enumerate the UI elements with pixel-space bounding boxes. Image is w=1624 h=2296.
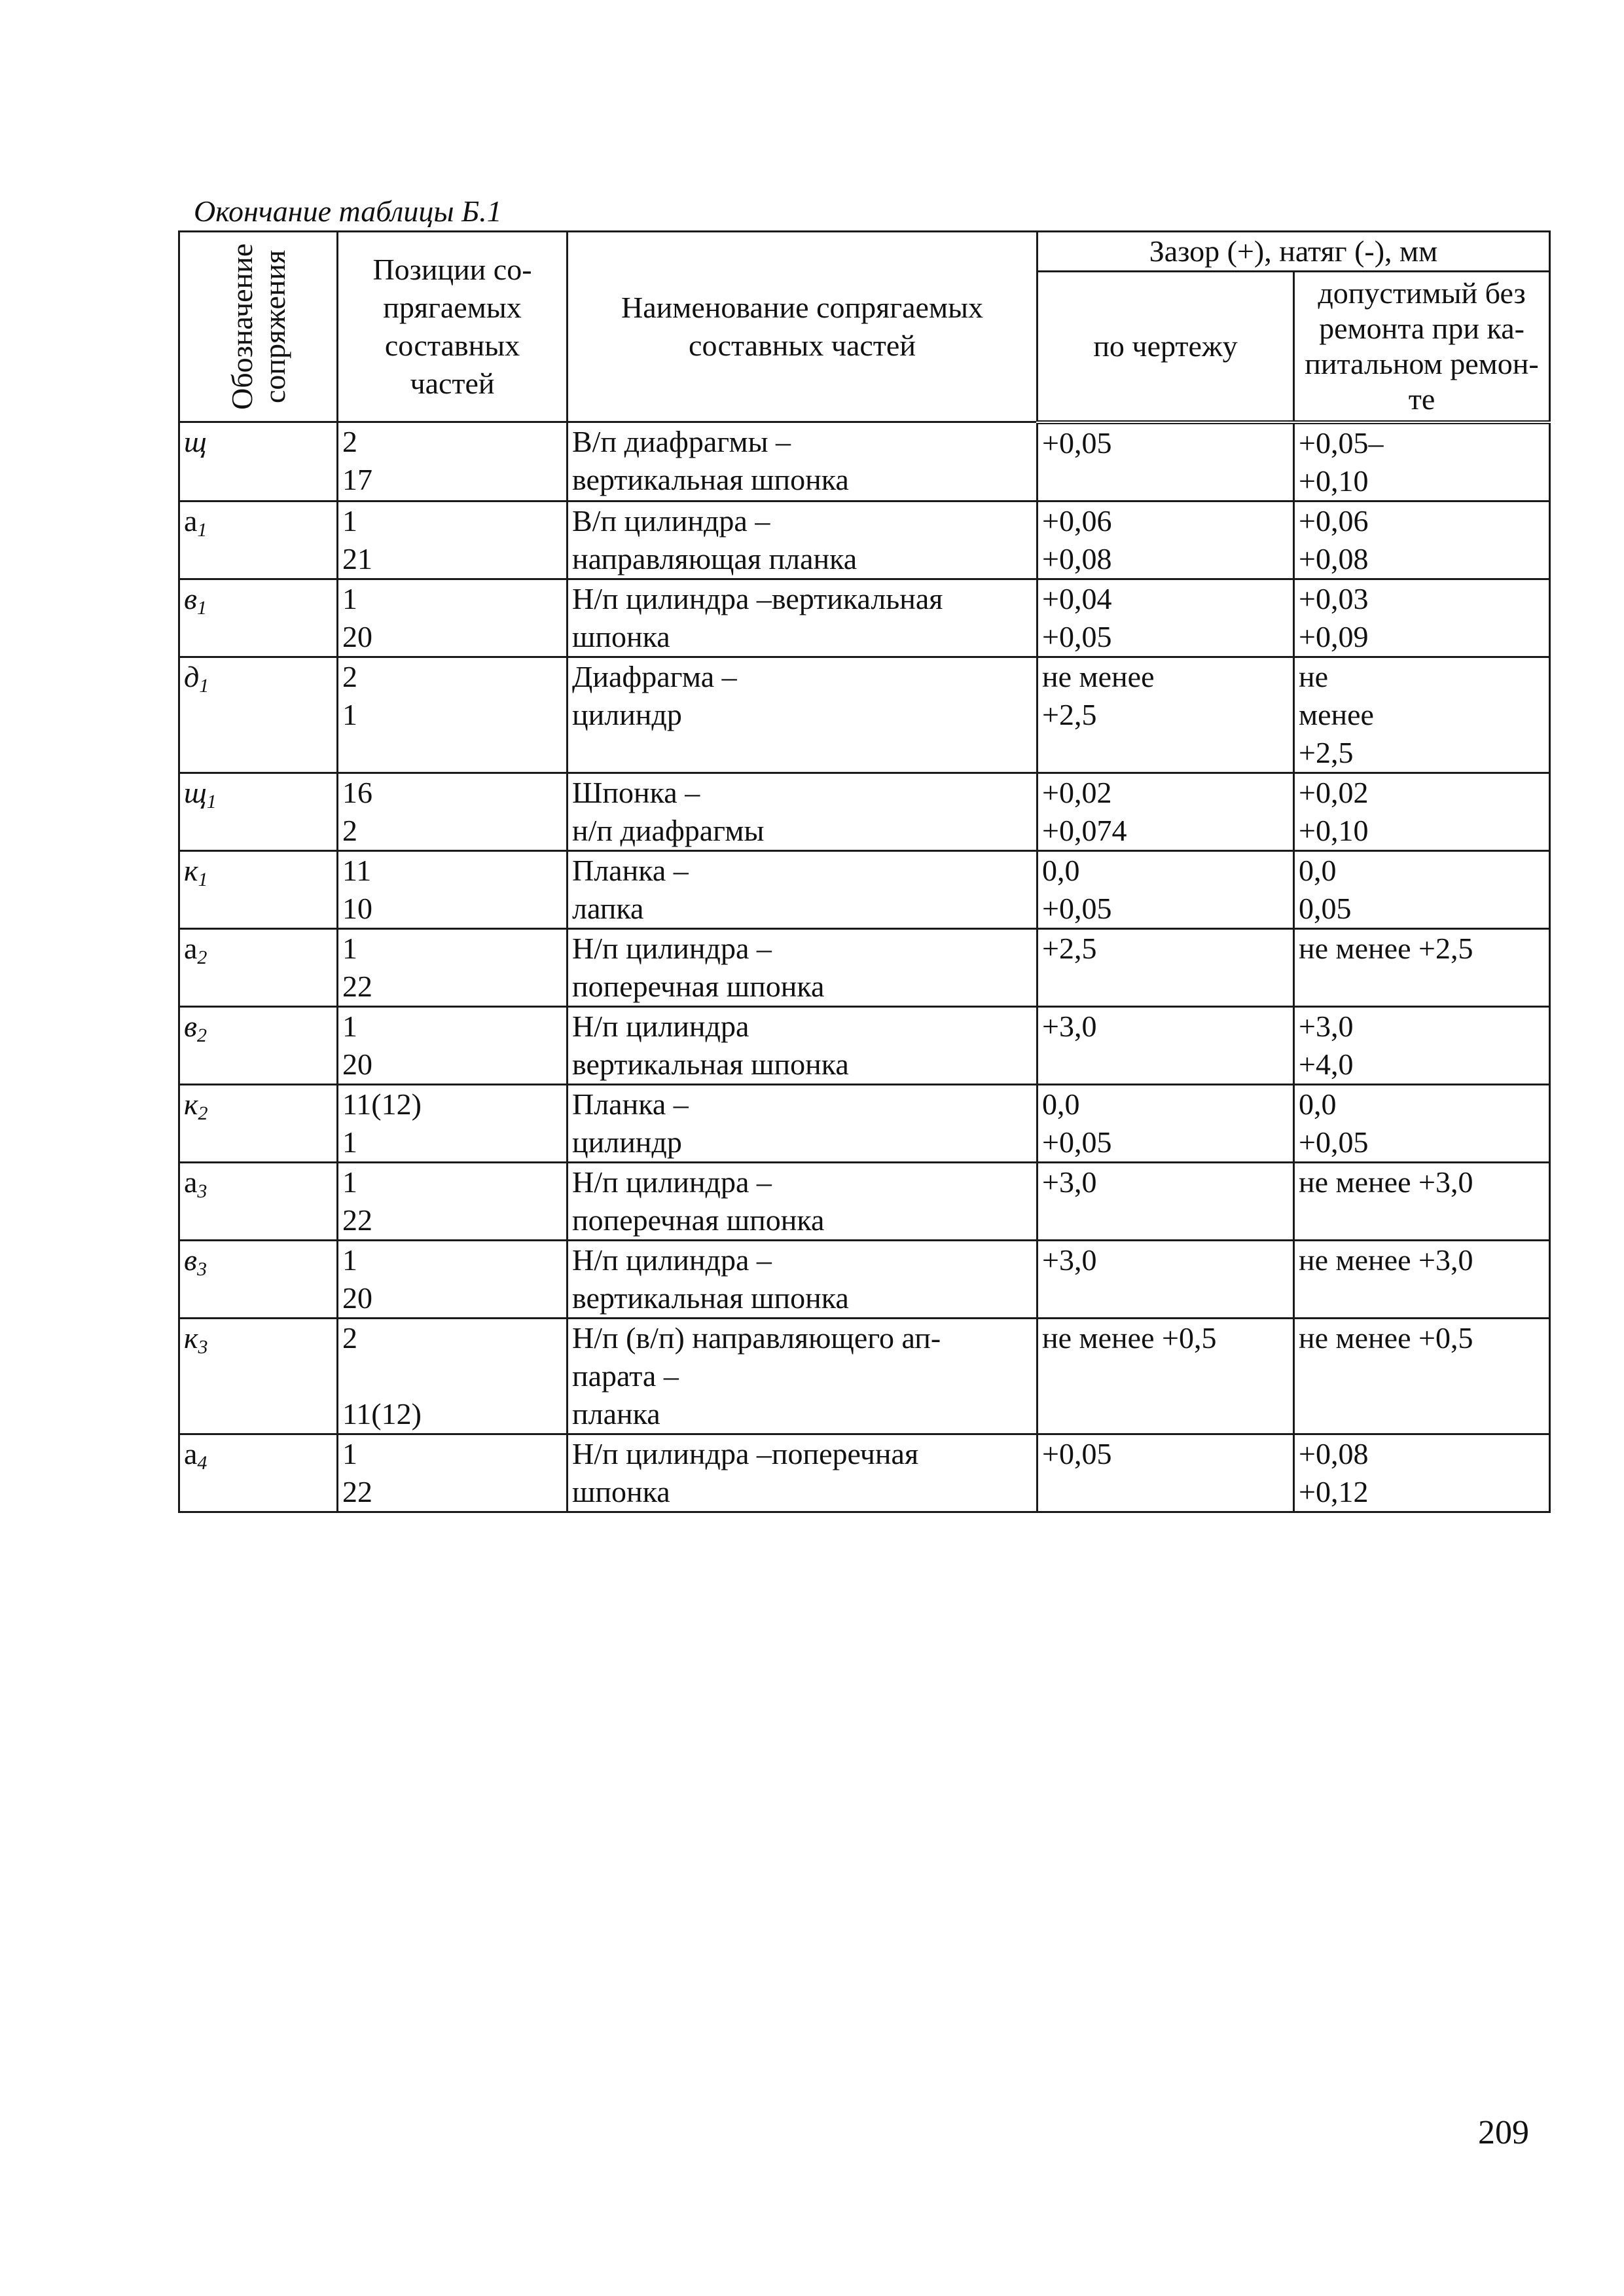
cell-part-names: Н/п цилиндра вертикальная шпонка xyxy=(568,1006,1038,1084)
cell-designation: $в_3$ xyxy=(179,1240,338,1318)
cell-part-names: Н/п цилиндра –поперечная шпонка xyxy=(568,1434,1038,1512)
cell-per-drawing: +0,05 xyxy=(1038,422,1294,501)
page-number: 209 xyxy=(1478,2114,1529,2151)
table-body xyxy=(179,422,1550,1512)
cell-part-names: Н/п цилиндра – поперечная шпонка xyxy=(568,928,1038,1006)
cell-part-names: Планка – лапка xyxy=(568,850,1038,928)
cell-positions: 11 10 xyxy=(338,850,568,928)
cell-allowed: +0,02 +0,10 xyxy=(1294,773,1550,850)
specification-table xyxy=(178,230,1551,1513)
cell-allowed: не менее +3,0 xyxy=(1294,1240,1550,1318)
cell-designation: $щ_1$ xyxy=(179,773,338,850)
cell-per-drawing: +3,0 xyxy=(1038,1006,1294,1084)
cell-per-drawing: 0,0 +0,05 xyxy=(1038,1084,1294,1162)
header-designation: Обозначение сопряжения xyxy=(179,232,338,422)
cell-allowed: 0,0 0,05 xyxy=(1294,850,1550,928)
table-row xyxy=(179,928,1550,1006)
table-row xyxy=(179,1006,1550,1084)
cell-part-names: Планка – цилиндр xyxy=(568,1084,1038,1162)
cell-positions: 1 22 xyxy=(338,1162,568,1240)
table-row xyxy=(179,1240,1550,1318)
cell-allowed: не менее +3,0 xyxy=(1294,1162,1550,1240)
cell-per-drawing: не менее +0,5 xyxy=(1038,1318,1294,1434)
cell-part-names: Шпонка – н/п диафрагмы xyxy=(568,773,1038,850)
cell-designation: $а_4$ xyxy=(179,1434,338,1512)
cell-allowed: не менее +0,5 xyxy=(1294,1318,1550,1434)
cell-per-drawing: +3,0 xyxy=(1038,1240,1294,1318)
cell-allowed: не менее +2,5 xyxy=(1294,657,1550,773)
cell-part-names: В/п цилиндра – направляющая планка xyxy=(568,501,1038,579)
cell-designation: $а_1$ xyxy=(179,501,338,579)
cell-positions: 1 20 xyxy=(338,579,568,657)
cell-designation: $в_1$ xyxy=(179,579,338,657)
table-row xyxy=(179,579,1550,657)
cell-positions: 1 22 xyxy=(338,928,568,1006)
cell-positions: 1 21 xyxy=(338,501,568,579)
cell-per-drawing: +0,04 +0,05 xyxy=(1038,579,1294,657)
table-row xyxy=(179,422,1550,501)
cell-positions: 1 20 xyxy=(338,1006,568,1084)
cell-designation: $к_1$ xyxy=(179,850,338,928)
cell-part-names: Н/п (в/п) направляющего ап- парата – планка xyxy=(568,1318,1038,1434)
cell-per-drawing: +0,02 +0,074 xyxy=(1038,773,1294,850)
cell-part-names: Н/п цилиндра – поперечная шпонка xyxy=(568,1162,1038,1240)
cell-allowed: +0,06 +0,08 xyxy=(1294,501,1550,579)
header-name: Наименование сопрягаемых составных частей xyxy=(568,232,1038,422)
table-row xyxy=(179,773,1550,850)
table-row xyxy=(179,657,1550,773)
cell-part-names: Н/п цилиндра – вертикальная шпонка xyxy=(568,1240,1038,1318)
cell-positions: 2 11(12) xyxy=(338,1318,568,1434)
cell-designation: $а_3$ xyxy=(179,1162,338,1240)
table-row xyxy=(179,1084,1550,1162)
header-gap-group: Зазор (+), натяг (-), мм xyxy=(1038,232,1550,272)
table-row xyxy=(179,1434,1550,1512)
cell-positions: 2 1 xyxy=(338,657,568,773)
cell-designation: $в_2$ xyxy=(179,1006,338,1084)
cell-designation: $к_3$ xyxy=(179,1318,338,1434)
cell-allowed: 0,0 +0,05 xyxy=(1294,1084,1550,1162)
cell-per-drawing: +3,0 xyxy=(1038,1162,1294,1240)
cell-per-drawing: +2,5 xyxy=(1038,928,1294,1006)
cell-designation: $к_2$ xyxy=(179,1084,338,1162)
table-row xyxy=(179,1318,1550,1434)
table-row xyxy=(179,1162,1550,1240)
table-header xyxy=(179,232,1550,422)
cell-positions: 1 22 xyxy=(338,1434,568,1512)
cell-part-names: В/п диафрагмы – вертикальная шпонка xyxy=(568,422,1038,501)
cell-positions: 2 17 xyxy=(338,422,568,501)
header-allowed: допустимый без ремонта при ка-питальном ремон-те xyxy=(1294,272,1550,422)
table-row xyxy=(179,501,1550,579)
table-caption: Окончание таблицы Б.1 xyxy=(194,194,502,228)
cell-allowed: не менее +2,5 xyxy=(1294,928,1550,1006)
cell-per-drawing: не менее +2,5 xyxy=(1038,657,1294,773)
cell-designation: щ xyxy=(179,422,338,501)
cell-positions: 1 20 xyxy=(338,1240,568,1318)
cell-per-drawing: +0,05 xyxy=(1038,1434,1294,1512)
cell-allowed: +0,03 +0,09 xyxy=(1294,579,1550,657)
header-per-drawing: по чертежу xyxy=(1038,272,1294,422)
table-row xyxy=(179,850,1550,928)
cell-positions: 16 2 xyxy=(338,773,568,850)
cell-allowed: +3,0 +4,0 xyxy=(1294,1006,1550,1084)
cell-designation: $д_1$ xyxy=(179,657,338,773)
cell-designation: $а_2$ xyxy=(179,928,338,1006)
cell-allowed: +0,05– +0,10 xyxy=(1294,422,1550,501)
header-positions: Позиции со-прягаемых составных частей xyxy=(338,232,568,422)
cell-part-names: Диафрагма – цилиндр xyxy=(568,657,1038,773)
cell-per-drawing: 0,0 +0,05 xyxy=(1038,850,1294,928)
cell-positions: 11(12) 1 xyxy=(338,1084,568,1162)
cell-per-drawing: +0,06 +0,08 xyxy=(1038,501,1294,579)
cell-allowed: +0,08 +0,12 xyxy=(1294,1434,1550,1512)
cell-part-names: Н/п цилиндра –вертикальная шпонка xyxy=(568,579,1038,657)
